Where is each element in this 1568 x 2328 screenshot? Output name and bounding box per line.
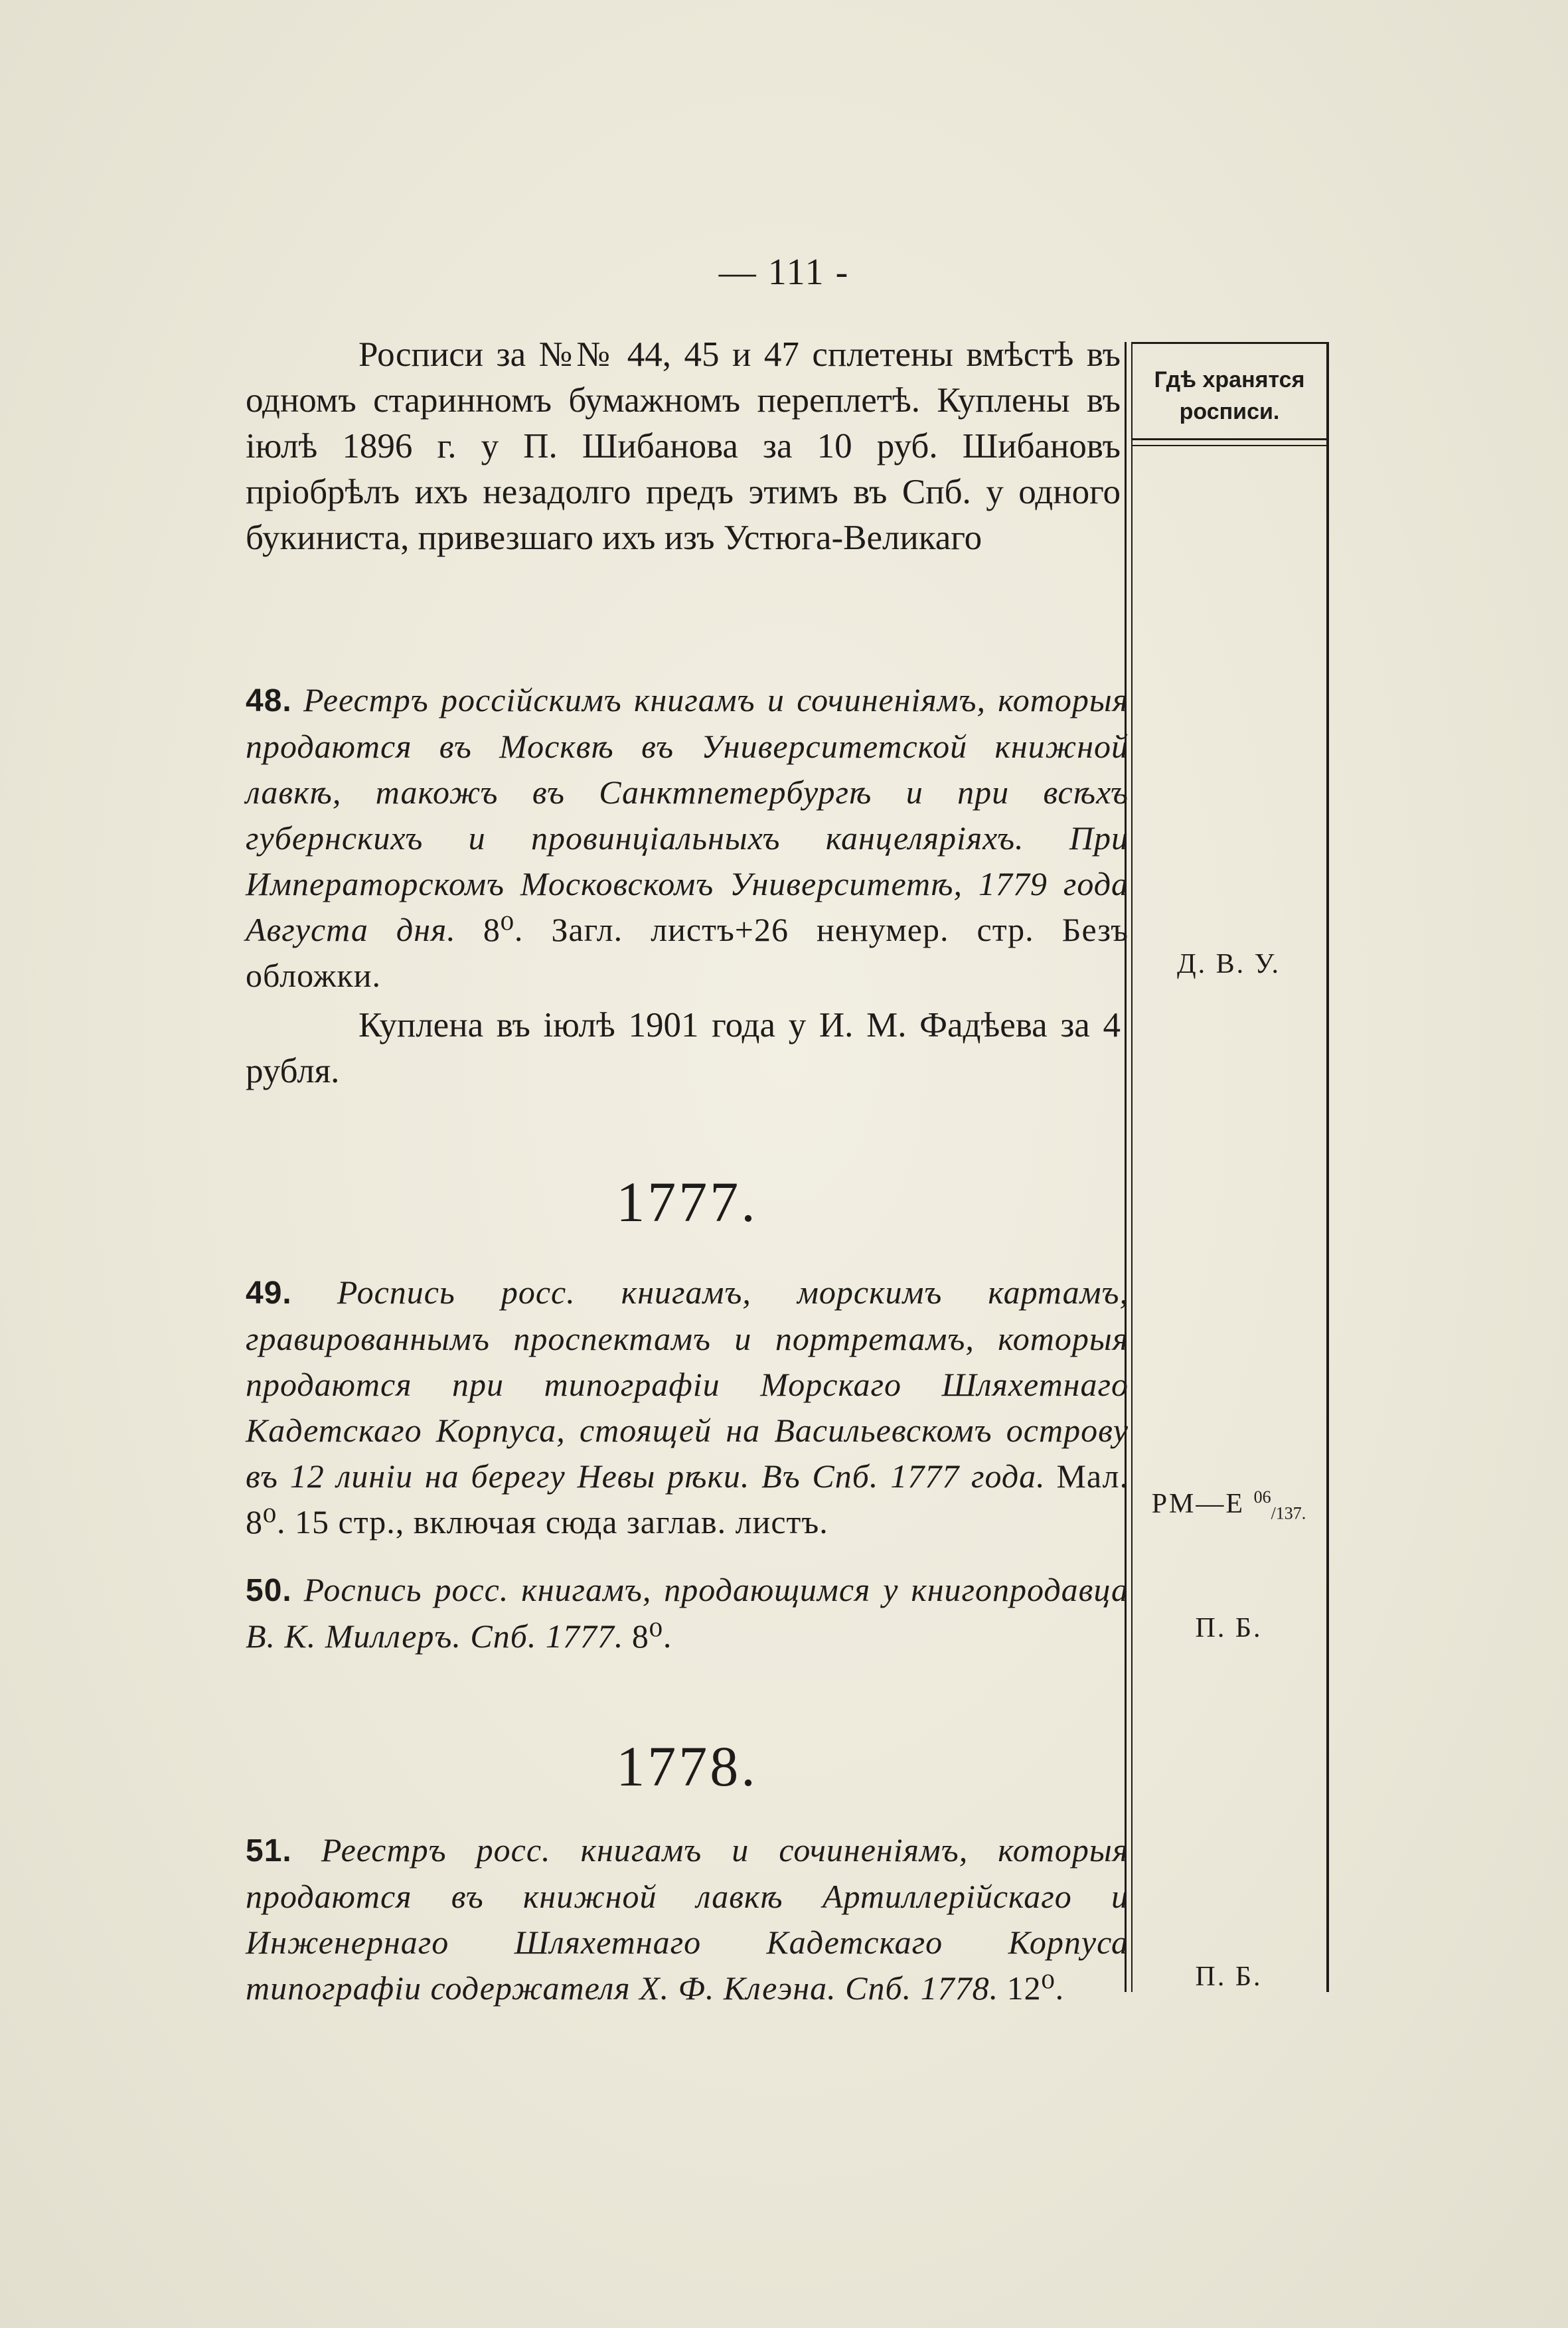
entry-50 (246, 1567, 1129, 1659)
column-rule-header-bottom-2 (1131, 445, 1329, 446)
entry-description: 8⁰. Загл. листъ+26 ненумер. стр. Безъ обложки. (246, 911, 1129, 994)
entry-number: 48. (246, 683, 292, 718)
page-number: — 111 - (718, 252, 850, 293)
column-rule-header-bottom-1 (1131, 438, 1329, 440)
entry-49-location (1133, 1487, 1325, 1523)
intro-paragraph: Росписи за №№ 44, 45 и 47 сплетены вмѣстѣ въ одномъ старинномъ бумажномъ переплетѣ. Куплены въ iюлѣ 1896 г. у П. Шибанова за 10 руб. Шибановъ прiобрѣлъ ихъ незадолго предъ этимъ въ Спб. у одного букиниста, привезшаго ихъ изъ Устюга-Великаго (246, 335, 1121, 557)
entry-number: 51. (246, 1833, 292, 1869)
entry-51 (246, 1827, 1129, 2011)
location-shelf: 06 (1253, 1487, 1271, 1507)
entry-title: Роспись росс. книгамъ, морскимъ картамъ, гравированнымъ проспектамъ и портретамъ, которыя продаются при типографiи Морскаго Шляхетнаго Кадетскаго Корпуса, стоящей на Васильевскомъ острову въ 12 линiи на берегу Невы рѣки. Въ Спб. 1777 года. (246, 1274, 1129, 1495)
entry-49 (246, 1270, 1129, 1545)
entry-number: 50. (246, 1573, 292, 1608)
location-number: /137. (1271, 1503, 1306, 1523)
entry-48-note: Куплена въ iюлѣ 1901 года у И. М. Фадѣева за 4 рубля. (246, 1006, 1121, 1090)
entry-description: 12⁰. (1006, 1969, 1065, 2007)
year-heading-1778: 1778. (616, 1734, 758, 1798)
entry-description: 8⁰. (631, 1618, 672, 1655)
column-rule-right (1326, 342, 1329, 1992)
entry-title: Роспись росс. книгамъ, продающимся у книгопродавца В. К. Миллеръ. Спб. 1777. (246, 1571, 1129, 1655)
entry-title: Реестръ росс. книгамъ и сочиненiямъ, которыя продаются въ книжной лавкѣ Артиллерiйскаго и Инженернаго Шляхетнаго Кадетскаго Корпуса типографiи содержателя Х. Ф. Клеэна. Спб. 1778. (246, 1831, 1129, 2007)
entry-description: Мал. 8⁰. 15 стр., включая сюда заглав. листъ. (246, 1457, 1129, 1540)
entry-48 (246, 677, 1129, 999)
location-code: РМ—Е (1151, 1489, 1245, 1519)
entry-48-location: Д. В. У. (1176, 949, 1281, 979)
column-rule-left-inner (1131, 342, 1133, 1992)
entry-51-location: П. Б. (1195, 1961, 1263, 1992)
entry-number: 49. (246, 1276, 292, 1311)
entry-title: Реестръ россiйскимъ книгамъ и сочиненiямъ, которыя продаются въ Москвѣ въ Университетской книжной лавкѣ, такожъ въ Санктпетербургѣ и при всѣхъ губернскихъ и провинцiальныхъ канцелярiяхъ. При Императорскомъ Московскомъ Университетѣ, 1779 года Августа дня. (246, 681, 1129, 948)
year-heading-1777: 1777. (616, 1170, 758, 1234)
column-rule-top (1131, 342, 1329, 344)
column-header: Гдѣ хранятся росписи. (1154, 367, 1305, 424)
entry-50-location: П. Б. (1195, 1613, 1263, 1643)
